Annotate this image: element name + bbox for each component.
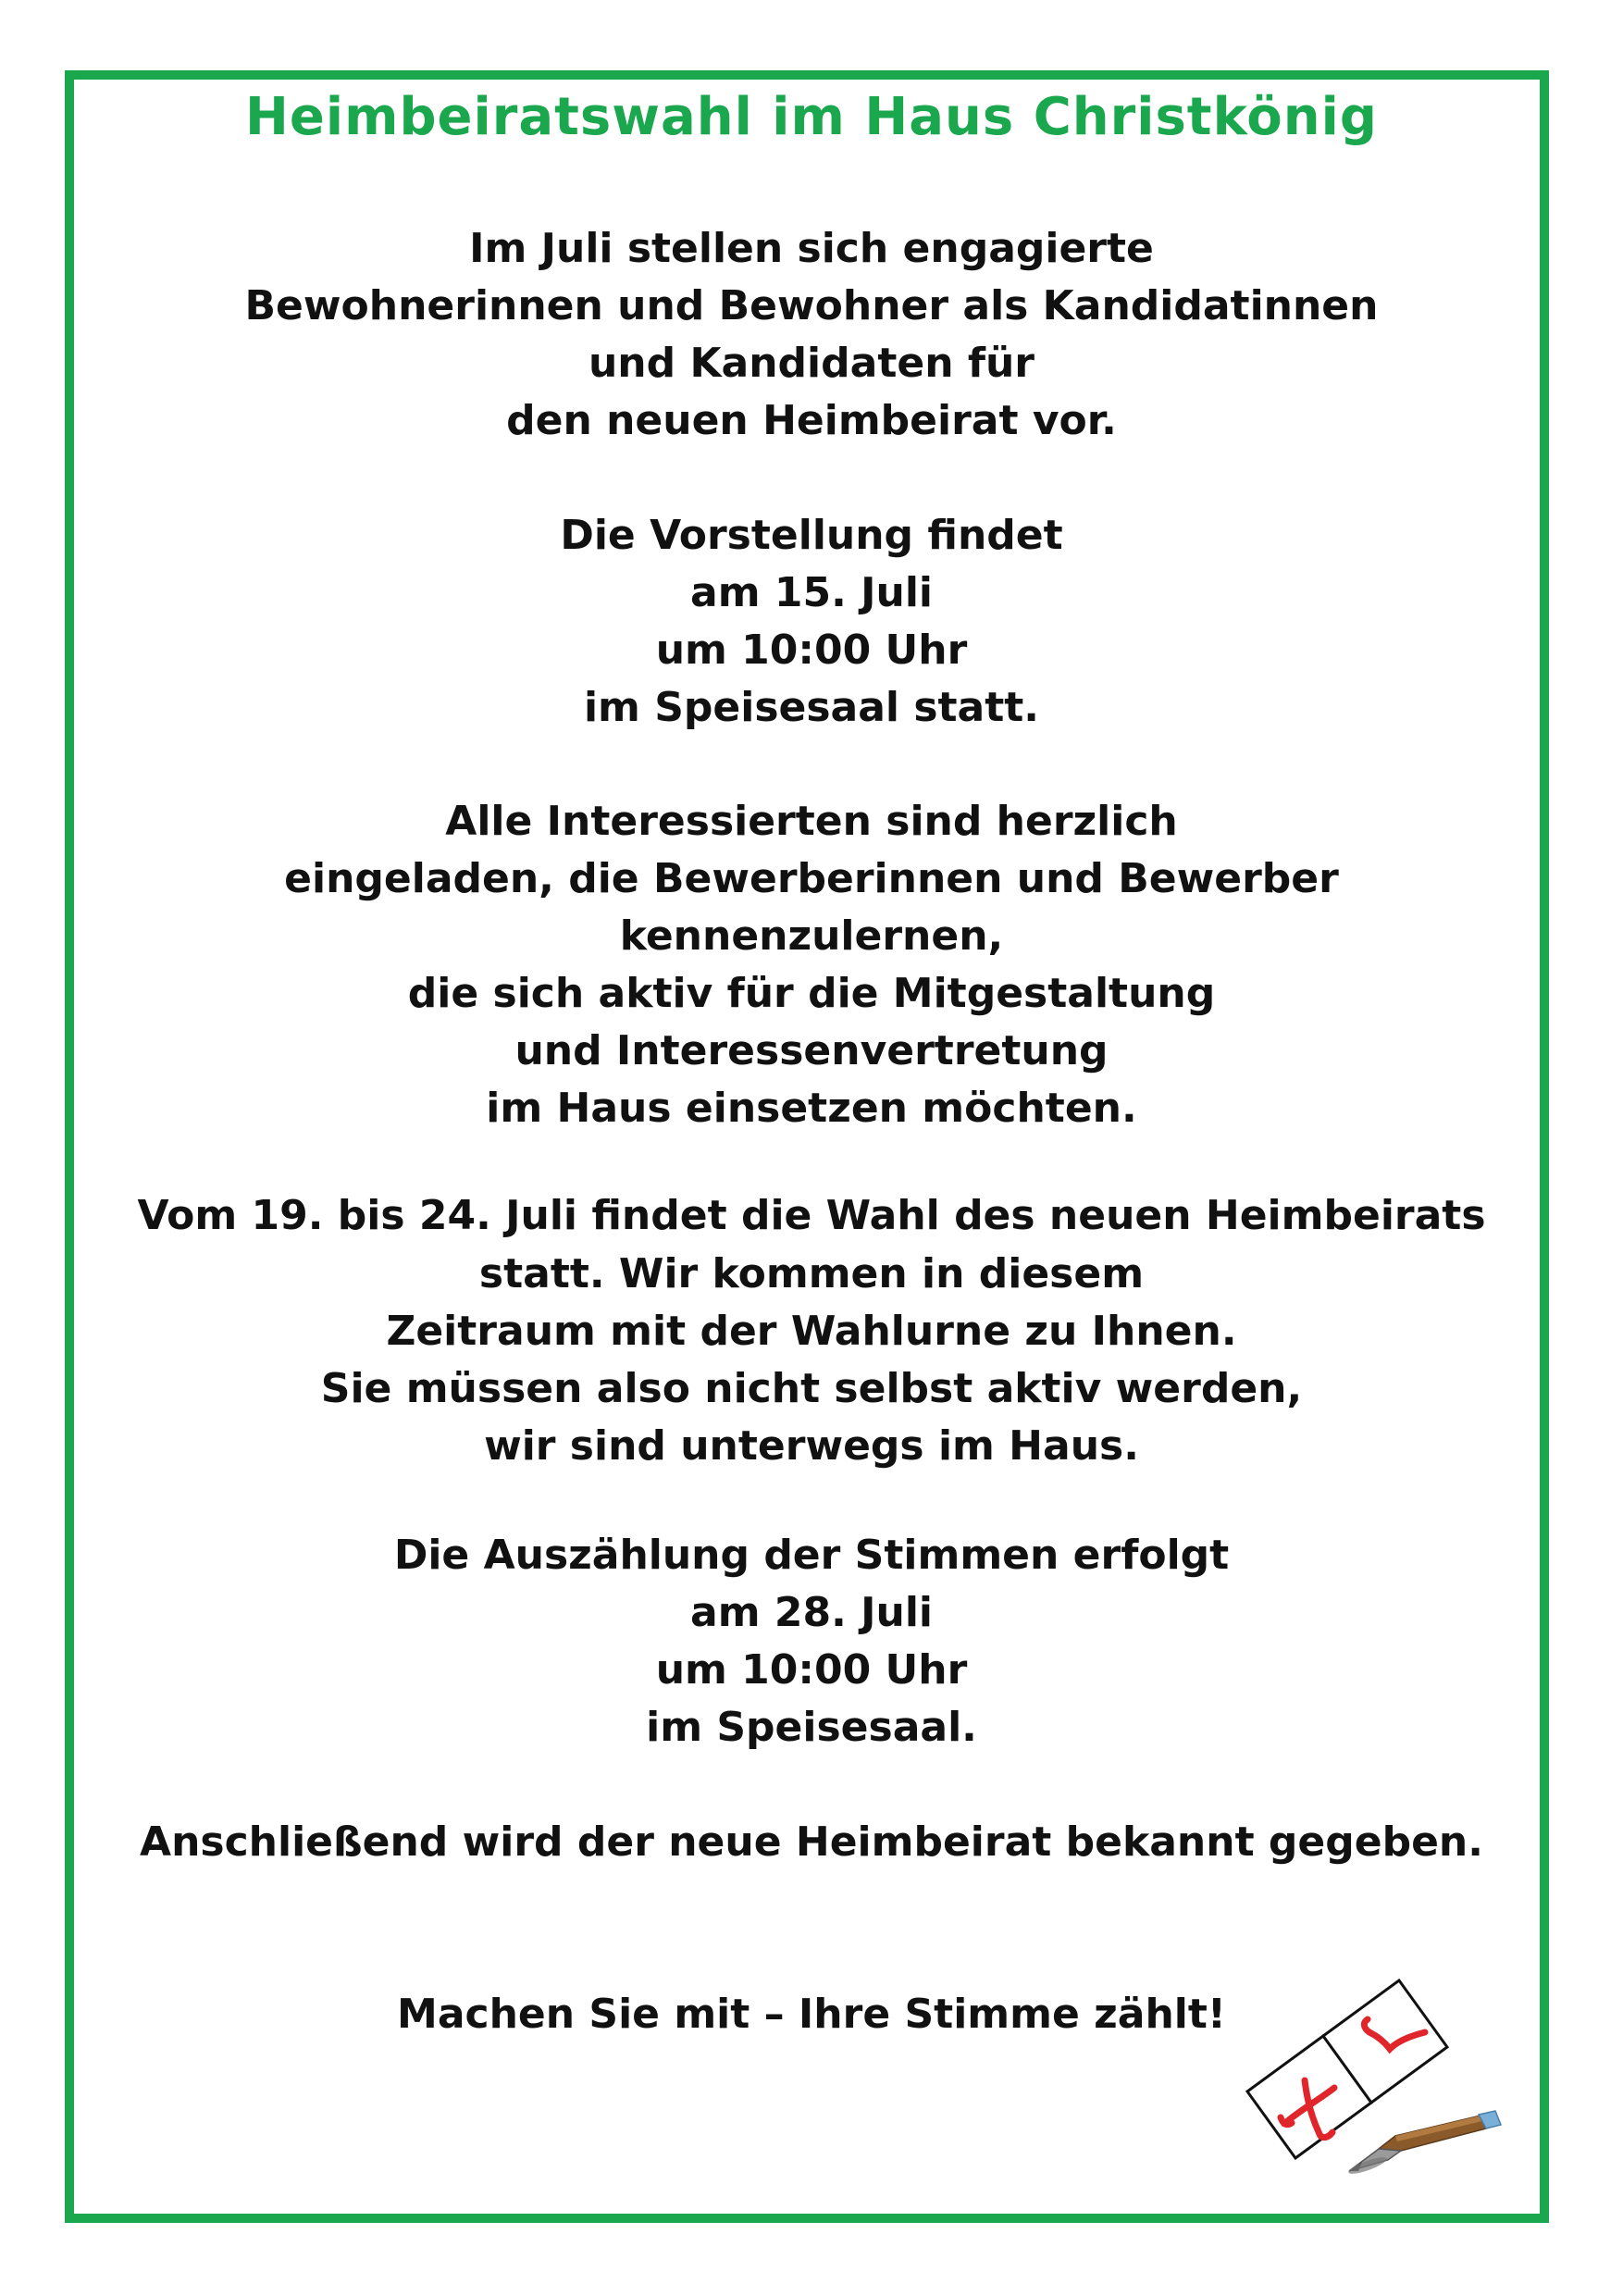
counting-location: im Speisesaal. (646, 1704, 977, 1751)
presentation-time: um 10:00 Uhr (655, 627, 968, 674)
election-line: wir sind unterwegs im Haus. (484, 1422, 1139, 1470)
page-title: Heimbeiratswahl im Haus Christkönig (245, 87, 1378, 147)
intro-line: Im Juli stellen sich engagierte (469, 225, 1154, 272)
invitation-line: die sich aktiv für die Mitgestaltung (407, 970, 1216, 1017)
presentation-location: im Speisesaal statt. (583, 684, 1040, 731)
invitation-line: Alle Interessierten sind herzlich (445, 798, 1178, 845)
announcement-paragraph (0, 1814, 1623, 1871)
election-line: Vom 19. bis 24. Juli findet die Wahl des neuen Heimbeirats (137, 1192, 1486, 1239)
invitation-line: und Interessenvertretung (514, 1027, 1109, 1074)
presentation-line: Die Vorstellung findet (560, 512, 1063, 559)
invitation-line: kennenzulernen, (619, 912, 1004, 960)
election-line: Sie müssen also nicht selbst aktiv werden, (320, 1365, 1303, 1412)
election-paragraph (0, 1194, 1623, 1475)
invitation-line: im Haus einsetzen möchten. (486, 1085, 1137, 1132)
intro-line: Bewohnerinnen und Bewohner als Kandidatinnen (244, 282, 1379, 329)
intro-line: und Kandidaten für (588, 340, 1035, 387)
election-line: Zeitraum mit der Wahlurne zu Ihnen. (386, 1308, 1237, 1355)
pencil-icon (1347, 2111, 1501, 2177)
invitation-paragraph (0, 793, 1623, 1137)
call-to-action-line: Machen Sie mit – Ihre Stimme zählt! (397, 1991, 1226, 2038)
election-line: statt. Wir kommen in diesem (478, 1250, 1145, 1297)
intro-line: den neuen Heimbeirat vor. (506, 397, 1117, 444)
presentation-paragraph (0, 507, 1623, 737)
counting-date: am 28. Juli (690, 1589, 933, 1636)
announcement-line: Anschließend wird der neue Heimbeirat bekannt gegeben. (140, 1818, 1483, 1866)
invitation-line: eingeladen, die Bewerberinnen und Bewerber (284, 855, 1339, 902)
ballot-with-pencil-icon (1240, 1953, 1536, 2184)
counting-line: Die Auszählung der Stimmen erfolgt (393, 1532, 1230, 1579)
counting-time: um 10:00 Uhr (655, 1646, 968, 1694)
counting-paragraph (0, 1527, 1623, 1756)
presentation-date: am 15. Juli (690, 569, 933, 616)
intro-paragraph (0, 220, 1623, 450)
